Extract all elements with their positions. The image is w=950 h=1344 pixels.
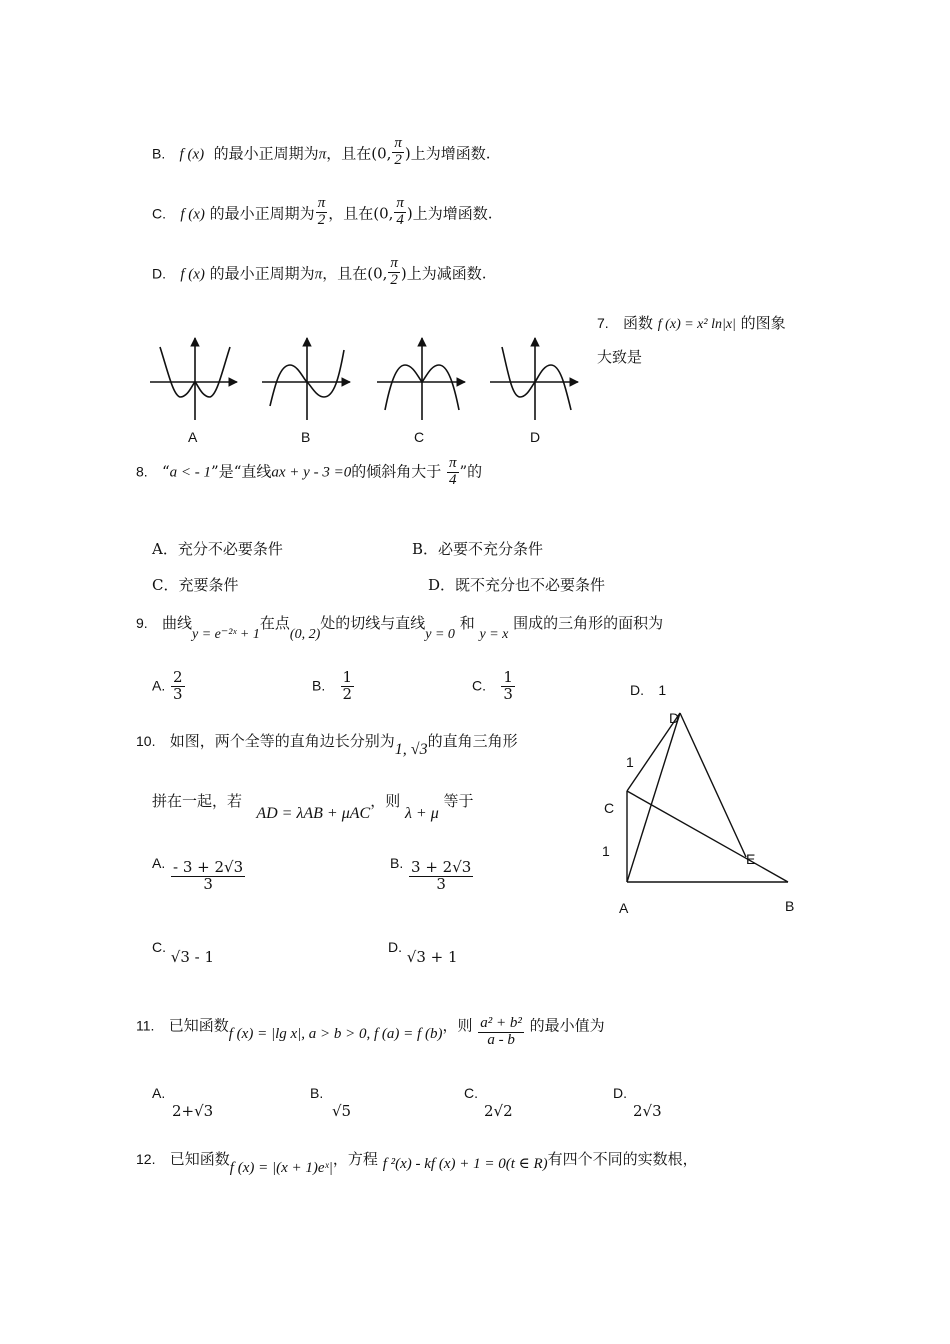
q9-option-b: B. $\frac{1}{2}$ [312,668,353,703]
figure-label-one-bottom: 1 [602,843,610,859]
q10-stem: 10. 如图，两个全等的直角边长分别为1, √3的直角三角形 [136,732,518,758]
q11-option-b: B. √5 [310,1085,352,1120]
graph-label-c: C [414,429,425,445]
q10-option-a: A. $\frac{- 3 + 2√3}{3}$ [152,855,244,893]
q9-option-c: C. $\frac{1}{3}$ [472,668,513,703]
fraction: $\frac{3 + 2√3}{3}$ [411,858,472,893]
graph-label-d: D [530,429,541,445]
q6-option-c: C. f (x) 的最小正周期为 $\frac{\pi}{2}$ ，且在(0, $\frac{\pi}{4}$ )上为增函数. [152,195,493,228]
q8-option-c: C．充要条件 [152,576,239,594]
curve [502,347,571,410]
q6-option-b: B. f (x) 的最小正周期为π，且在(0, $\frac{\pi}{2}$ )上为增函数. [152,135,491,168]
graph-label-b: B [301,429,311,445]
q10-stem-cont: 拼在一起，若 AD = λAB + μAC，则 λ + μ 等于 [152,792,474,822]
fraction: $\frac{\pi}{4}$ [449,455,457,488]
fraction: $\frac{2}{3}$ [173,668,183,703]
figure-label-e: E [746,851,756,867]
segment-de [680,713,746,857]
figure-label-c: C [604,800,615,816]
q10-option-d: D. √3 + 1 [388,939,458,966]
fraction: $\frac{\pi}{4}$ [396,195,404,228]
q10-option-c: C. √3 - 1 [152,939,215,966]
q11-option-d: D. 2√3 [613,1085,662,1120]
fraction: $\frac{\text{a² + b²}}{a - b}$ [480,1015,522,1048]
q7-stem-cont: 大致是 [597,348,643,366]
graph-label-a: A [188,429,198,445]
q11-stem: 11. 已知函数f (x) = |lg x|, a > b > 0, f (a) = f (b)，则 $\frac{\text{a² + b²}}{a - b}$ 的最小值为 [136,1015,605,1048]
fraction: $\frac{\pi}{2}$ [394,135,402,168]
q11-option-a: A. 2+√3 [152,1085,214,1120]
q9-option-a: A. $\frac{2}{3}$ [152,668,183,703]
fraction: $\frac{\pi}{2}$ [390,255,398,288]
q9-stem: 9. 曲线y = e⁻²ˣ + 1在点(0, 2)处的切线与直线y = 0 和 y = x 围成的三角形的面积为 [136,614,664,642]
q10-figure [627,713,788,882]
graph-d [490,338,578,420]
q12-stem: 12. 已知函数f (x) = |(x + 1)eˣ|，方程 f ²(x) - kf (x) + 1 = 0(t ∈ R)有四个不同的实数根， [136,1150,698,1176]
graph-b [262,338,350,420]
figure-label-b: B [785,898,795,914]
q11-option-c: C. 2√2 [464,1085,513,1120]
fraction: $\frac{- 3 + 2√3}{3}$ [173,858,244,893]
figure-label-d: D [669,710,680,726]
q8-option-d: D．既不充分也不必要条件 [428,576,606,594]
figure-label-one-top: 1 [626,754,634,770]
segment-ad [627,713,680,882]
figure-label-a: A [619,900,629,916]
q8-option-a: A．充分不必要条件 [152,540,283,558]
q6-option-d: D. f (x) 的最小正周期为π，且在(0, $\frac{\pi}{2}$ )上为减函数. [152,255,487,288]
q8-stem: 8. “a < - 1”是“直线ax + y - 3 =0的倾斜角大于 $\frac{\pi}{4}$ ”的 [136,455,483,488]
graph-a [150,338,237,420]
fraction: $\frac{1}{2}$ [342,668,353,703]
graph-c [377,338,465,420]
q7-stem: 7. 函数 f (x) = x² ln|x| 的图象 [597,314,786,332]
q10-option-b: B. $\frac{3 + 2√3}{3}$ [390,855,472,893]
q9-option-d: D. 1 [630,682,667,698]
fraction: $\frac{1}{3}$ [503,668,513,703]
q8-option-b: B．必要不充分条件 [412,540,544,558]
fraction: $\frac{\pi}{2}$ [317,195,326,228]
